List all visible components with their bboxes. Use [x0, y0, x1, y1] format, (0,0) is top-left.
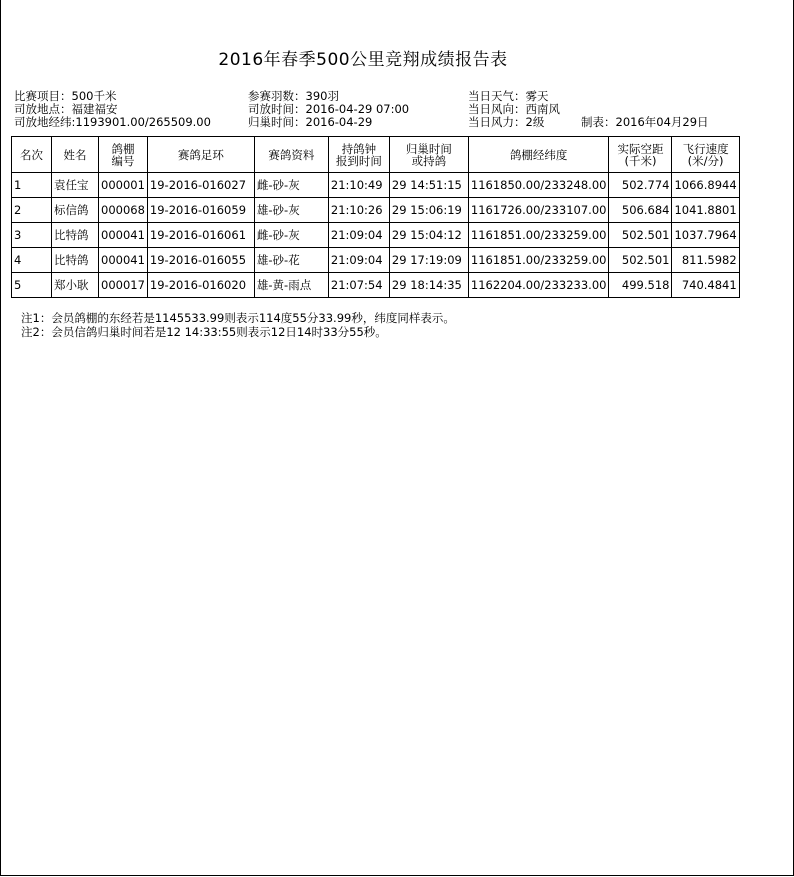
info-wind-force: 当日风力：2级: [468, 115, 545, 129]
header-loft-coords: 鸽棚经纬度: [468, 137, 609, 173]
cell-speed: 1037.7964: [672, 223, 739, 248]
header-rank: 名次: [12, 137, 52, 173]
cell-return-time: 29 17:19:09: [389, 248, 468, 273]
header-return-time: 归巢时间 或持鸽: [389, 137, 468, 173]
cell-bird-info: 雌-砂-灰: [254, 223, 328, 248]
table-row: [12, 223, 740, 248]
cell-name: 比特鸽: [52, 248, 99, 273]
table-row: [12, 173, 740, 198]
cell-ring: 19-2016-016055: [147, 248, 254, 273]
header-name: 姓名: [52, 137, 99, 173]
cell-bird-info: 雌-砂-灰: [254, 173, 328, 198]
cell-speed: 1041.8801: [672, 198, 739, 223]
table-row: [12, 198, 740, 223]
cell-speed: 740.4841: [672, 273, 739, 298]
cell-loft-coords: 1161851.00/233259.00: [468, 223, 609, 248]
report-title: 2016年春季500公里竞翔成绩报告表: [218, 50, 508, 70]
cell-name: 比特鸽: [52, 223, 99, 248]
cell-distance: 502.774: [609, 173, 672, 198]
header-bird-info: 赛鸽资料: [254, 137, 328, 173]
cell-speed: 1066.8944: [672, 173, 739, 198]
cell-rank: 3: [12, 223, 52, 248]
info-made-date: 制表：2016年04月29日: [581, 115, 709, 129]
cell-distance: 499.518: [609, 273, 672, 298]
info-return-time: 归巢时间：2016-04-29: [248, 115, 373, 129]
cell-ring: 19-2016-016061: [147, 223, 254, 248]
header-ring: 赛鸽足环: [147, 137, 254, 173]
cell-name: 标信鸽: [52, 198, 99, 223]
table-body: [12, 173, 740, 298]
info-release-coords: 司放地经纬:1193901.00/265509.00: [14, 115, 211, 129]
header-distance: 实际空距 (千米): [609, 137, 672, 173]
cell-loft-id: 000017: [99, 273, 148, 298]
header-clock-time: 持鸽钟 报到时间: [328, 137, 389, 173]
cell-bird-info: 雄-砂-花: [254, 248, 328, 273]
info-entries: 参赛羽数：390羽: [248, 89, 339, 103]
cell-rank: 4: [12, 248, 52, 273]
cell-speed: 811.5982: [672, 248, 739, 273]
cell-name: 郑小耿: [52, 273, 99, 298]
cell-distance: 502.501: [609, 248, 672, 273]
note-1: 注1：会员鸽棚的东经若是1145533.99则表示114度55分33.99秒，纬度同样表示。: [21, 311, 455, 325]
cell-return-time: 29 15:06:19: [389, 198, 468, 223]
cell-clock-time: 21:09:04: [328, 248, 389, 273]
header-loft-id: 鸽棚 编号: [99, 137, 148, 173]
cell-rank: 2: [12, 198, 52, 223]
info-event: 比赛项目：500千米: [14, 89, 117, 103]
cell-rank: 1: [12, 173, 52, 198]
info-release-time: 司放时间：2016-04-29 07:00: [248, 102, 410, 116]
table-row: [12, 248, 740, 273]
cell-distance: 506.684: [609, 198, 672, 223]
results-table: [11, 136, 740, 298]
cell-rank: 5: [12, 273, 52, 298]
cell-ring: 19-2016-016020: [147, 273, 254, 298]
cell-return-time: 29 18:14:35: [389, 273, 468, 298]
cell-return-time: 29 14:51:15: [389, 173, 468, 198]
cell-loft-id: 000041: [99, 223, 148, 248]
cell-ring: 19-2016-016059: [147, 198, 254, 223]
notes: [21, 311, 455, 339]
cell-clock-time: 21:07:54: [328, 273, 389, 298]
cell-clock-time: 21:10:26: [328, 198, 389, 223]
info-weather: 当日天气：雾天: [468, 89, 549, 103]
cell-loft-id: 000041: [99, 248, 148, 273]
cell-loft-coords: 1161850.00/233248.00: [468, 173, 609, 198]
info-release-place: 司放地点：福建福安: [14, 102, 118, 116]
table-header-row: [12, 137, 740, 173]
cell-name: 袁任宝: [52, 173, 99, 198]
cell-clock-time: 21:09:04: [328, 223, 389, 248]
cell-return-time: 29 15:04:12: [389, 223, 468, 248]
cell-loft-id: 000001: [99, 173, 148, 198]
cell-loft-coords: 1161726.00/233107.00: [468, 198, 609, 223]
note-2: 注2：会员信鸽归巢时间若是12 14:33:55则表示12日14时33分55秒。: [21, 325, 387, 339]
cell-ring: 19-2016-016027: [147, 173, 254, 198]
cell-loft-coords: 1161851.00/233259.00: [468, 248, 609, 273]
table-row: [12, 273, 740, 298]
cell-bird-info: 雄-砂-灰: [254, 198, 328, 223]
cell-loft-id: 000068: [99, 198, 148, 223]
cell-loft-coords: 1162204.00/233233.00: [468, 273, 609, 298]
header-speed: 飞行速度 (米/分): [672, 137, 739, 173]
cell-bird-info: 雄-黄-雨点: [254, 273, 328, 298]
cell-distance: 502.501: [609, 223, 672, 248]
cell-clock-time: 21:10:49: [328, 173, 389, 198]
info-wind-direction: 当日风向：西南风: [468, 102, 560, 116]
